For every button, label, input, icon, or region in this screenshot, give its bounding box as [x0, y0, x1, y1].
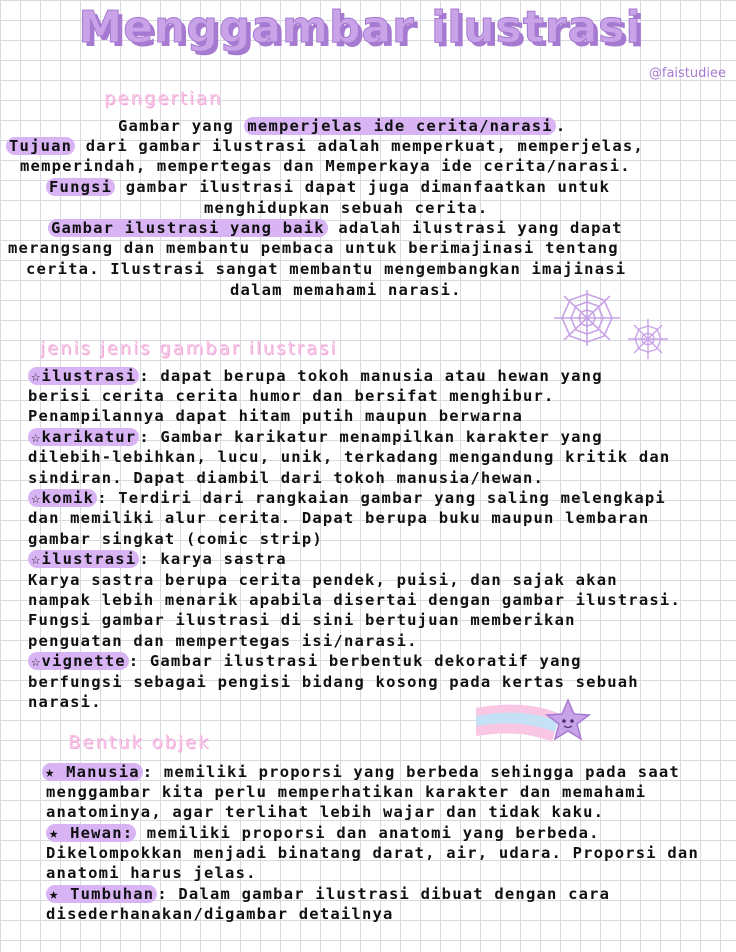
highlight: ★ Tumbuhan: [46, 885, 157, 903]
text-line: Gambar yang memperjelas ide cerita/narasi .: [118, 117, 567, 135]
text-line: ☆vignette : Gambar ilustrasi berbentuk dekoratif yang: [28, 651, 582, 671]
text-line: menghidupkan sebuah cerita.: [204, 199, 489, 217]
highlight: ☆ilustrasi: [28, 367, 139, 385]
text-line: anatomi harus jelas.: [46, 864, 257, 882]
text-line: ☆komik : Terdiri dari rangkaian gambar yang saling melengkapi: [28, 488, 666, 508]
text-line: ★ Hewan: memiliki proporsi dan anatomi yang berbeda.: [46, 823, 600, 843]
highlight: ☆vignette: [28, 652, 129, 670]
text-line: ★ Tumbuhan : Dalam gambar ilustrasi dibuat dengan cara: [46, 884, 610, 904]
text-line: anatominya, agar terlihat lebih wajar dan tidak kaku.: [46, 803, 605, 821]
highlight: Fungsi: [46, 178, 115, 196]
highlight: Gambar ilustrasi yang baik: [48, 219, 328, 237]
text-line: Karya sastra berupa cerita pendek, puisi, dan sajak akan: [28, 571, 618, 589]
text-line: nampak lebih menarik apabila disertai dengan gambar ilustrasi.: [28, 591, 681, 609]
text-line: dan memiliki alur cerita. Dapat berupa buku maupun lembaran: [28, 509, 650, 527]
text-line: ☆ilustrasi : karya sastra: [28, 549, 287, 569]
text-line: Fungsi gambar ilustrasi dapat juga dimanfaatkan untuk: [46, 177, 610, 197]
text-line: dalam memahami narasi.: [230, 281, 462, 299]
text-line: Gambar ilustrasi yang baik adalah ilustrasi yang dapat: [48, 218, 623, 238]
heading-bentuk-objek: Bentuk objek: [68, 732, 211, 753]
text-line: ★ Manusia : memiliki proporsi yang berbeda sehingga pada saat: [42, 762, 680, 782]
text-line: Fungsi gambar ilustrasi di sini bertujuan memberikan: [28, 611, 576, 629]
highlight: ☆ilustrasi: [28, 550, 139, 568]
text-line: ☆karikatur : Gambar karikatur menampilkan karakter yang: [28, 427, 603, 447]
highlight: ☆karikatur: [28, 428, 139, 446]
text-line: berfungsi sebagai pengisi bidang kosong pada kertas sebuah: [28, 673, 639, 691]
text-line: berisi cerita cerita humor dan bersifat menghibur.: [28, 387, 555, 405]
spider-web-icon: [626, 318, 670, 360]
heading-jenis-jenis: jenis jenis gambar ilustrasi: [40, 338, 338, 359]
text-line: merangsang dan membantu pembaca untuk berimajinasi tentang: [8, 239, 619, 257]
highlight: ☆komik: [28, 489, 97, 507]
text-line: Dikelompokkan menjadi binatang darat, air, udara. Proporsi dan: [46, 844, 699, 862]
author-handle: @faistudiee: [648, 66, 726, 81]
text-line: Penampilannya dapat hitam putih maupun berwarna: [28, 407, 523, 425]
text-line: sindiran. Dapat diambil dari tokoh manusia/hewan.: [28, 469, 545, 487]
page-title: Menggambar ilustrasi: [78, 2, 642, 53]
text-line: menggambar kita perlu memperhatikan karakter dan memahami: [46, 783, 647, 801]
highlight: Tujuan: [6, 137, 75, 155]
text-line: gambar singkat (comic strip): [28, 530, 323, 548]
text-line: ☆ilustrasi : dapat berupa tokoh manusia atau hewan yang: [28, 366, 603, 386]
highlight: memperjelas ide cerita/narasi: [244, 117, 555, 135]
text-line: dilebih-lebihkan, lucu, unik, terkadang mengandung kritik dan: [28, 448, 671, 466]
highlight: ★ Hewan:: [46, 824, 136, 842]
heading-pengertian: pengertian: [104, 88, 223, 109]
text-line: memperindah, mempertegas dan Memperkaya ide cerita/narasi.: [20, 157, 631, 175]
text-line: Tujuan dari gambar ilustrasi adalah memperkuat, memperjelas,: [6, 136, 644, 156]
highlight: ★ Manusia: [42, 763, 143, 781]
text-line: disederhanakan/digambar detailnya: [46, 905, 394, 923]
spider-web-icon: [552, 288, 622, 348]
text-line: penguatan dan mempertegas isi/narasi.: [28, 632, 418, 650]
shooting-star-icon: [468, 694, 592, 750]
text-line: cerita. Ilustrasi sangat membantu mengembangkan imajinasi: [26, 260, 627, 278]
text-line: narasi.: [28, 693, 102, 711]
